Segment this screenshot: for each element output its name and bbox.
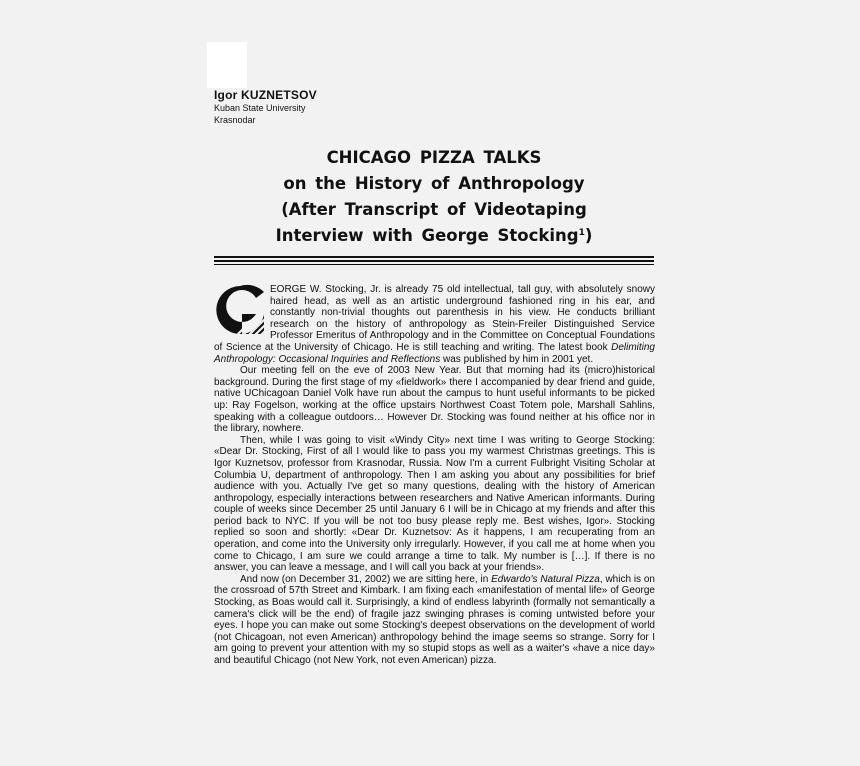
paragraph-1 — [214, 284, 655, 365]
article-body — [214, 284, 655, 667]
restaurant-name: Edwardo's Natural Pizza — [491, 573, 600, 585]
paragraph-3: Then, while I was going to visit «Windy City» next time I was writing to George Stocking: «Dear Dr. Stocking, First of all I would like to pass you my warmest Christmas greetings. This is Igor Kuznetsov, professor from Krasnodar, Russia. Now I'm a current Fulbright Visiting Scholar at Columbia U, department of anthropology. Then I am asking you about any possibilities for brief audience with you. Actually I've get so many questions, dealing with the history of American anthropology, especially interactions between researchers and Native American informants. During couple of weeks since December 25 until January 6 I will be in Chicago at my friends and after this period back to NYC. If you will be not too busy please reply me. Best wishes, Igor». Stocking replied so soon and shortly: «Dear Dr. Kuznetsov: As it happens, I am recuperating from an operation, and come into the University only irregularly. However, if you call me at home when you come to Chicago, I am sure we could arrange a time to talk. My number is […]. If there is no answer, you can leave a message, and I will call you back at your friends». — [214, 434, 655, 574]
paragraph-4-end: , which is on the crossroad of 57th Street and Kimbark. I am fixing each «manifestation of mental life» of George Stocking, as Boas would call it. Surprisingly, a kind of endless labyrinth (formally not semantically a camera's click will be the end) of fragile jazz swinging phrases is coming untwisted before your eyes. I hope you can make out some Stocking's deepest observations on the development of world (not Chicagoan, not even American) anthropology behind the image seems so strange. Sorry for I am going to prevent your attention with my so stupid stops as well as a waiter's «have a nice day» and beautiful Chicago (not New York, not even American) pizza. — [214, 573, 655, 666]
title-divider — [214, 256, 654, 265]
dropcap-g-icon — [214, 284, 266, 336]
author-block — [214, 88, 317, 126]
book-title: Delimiting Anthropology: Occasional Inquiries and Reflections — [214, 341, 655, 365]
title-line-4: Interview with George Stocking — [275, 226, 579, 245]
divider-rule-3 — [214, 264, 654, 265]
author-name: Igor KUZNETSOV — [214, 88, 317, 102]
title-line-3: (After Transcript of Videotaping — [281, 200, 587, 219]
footnote-marker[interactable]: 1 — [578, 228, 585, 238]
article-title — [214, 145, 654, 249]
title-line-4-end: ) — [584, 226, 593, 245]
paragraph-2: Our meeting fell on the eve of 2003 New Year. But that morning had its (micro)historical background. During the first stage of my «fieldwork» there I accompanied by dear friend and guide, native UChicagoan Daniel Volk have run about the campus to hunt useful informants to be picked up: Ray Fogelson, working at the office upstairs Northwest Coast Totem pole, Marshall Sahlins, speaking with a colleague outdoors… However Dr. Stocking was found neither at his office nor in the library, nowhere. — [214, 365, 655, 435]
divider-rule-1 — [214, 256, 654, 258]
paragraph-4 — [214, 574, 655, 667]
paragraph-4-text: And now (on December 31, 2002) we are sitting here, in — [240, 573, 492, 585]
author-affiliation: Kuban State University — [214, 103, 306, 113]
paragraph-1-text: EORGE W. Stocking, Jr. is already 75 old intellectual, tall guy, with absolutely snowy haired head, as well as an artistic underground fashioned ring in his ear, and constantly non-trivial thoughts out parenthesis in his view. He conducts brilliant research on the history of anthropology as Stein-Freiler Distinguished Service Professor Emeritus of Anthropology and in the Committee on Conceptual Foundations of Science at the University of Chicago. He is still teaching and writing. The latest book — [214, 284, 655, 353]
divider-rule-2 — [214, 260, 654, 262]
author-city: Krasnodar — [214, 115, 256, 125]
title-line-2: on the History of Anthropology — [283, 174, 585, 193]
title-line-1: CHICAGO PIZZA TALKS — [326, 148, 542, 167]
paragraph-1-end: was published by him in 2001 yet. — [440, 353, 594, 365]
blank-patch — [207, 42, 247, 88]
